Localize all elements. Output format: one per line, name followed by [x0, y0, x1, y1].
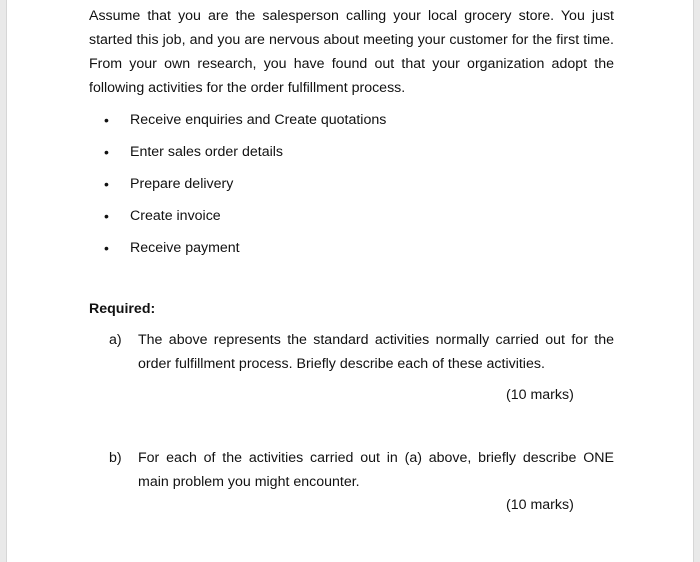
question-letter: b): [109, 450, 122, 466]
activity-text: Receive enquiries and Create quotations: [130, 112, 387, 128]
question-letter: a): [109, 332, 122, 348]
bullet-icon: •: [104, 144, 109, 160]
activity-text: Prepare delivery: [130, 176, 234, 192]
activity-text: Receive payment: [130, 240, 240, 256]
bullet-icon: •: [104, 208, 109, 224]
question-text: The above represents the standard activities normally carried out for the order fulfillment process. Briefly describe each of these activities.: [138, 332, 614, 372]
bullet-icon: •: [104, 240, 109, 256]
question-text: For each of the activities carried out in (a) above, briefly describe ONE main problem you might encounter.: [138, 450, 614, 490]
marks-label: (10 marks): [506, 497, 574, 513]
intro-paragraph: Assume that you are the salesperson calling your local grocery store. You just started this job, and you are nervous about meeting your customer for the first time. From your own research, you have found out that your organization adopt the following activities for the order fulfillment process.: [89, 8, 614, 96]
bullet-icon: •: [104, 176, 109, 192]
activity-text: Enter sales order details: [130, 144, 283, 160]
marks-label: (10 marks): [506, 387, 574, 403]
required-heading: Required:: [89, 301, 156, 317]
activity-text: Create invoice: [130, 208, 221, 224]
bullet-icon: •: [104, 112, 109, 128]
